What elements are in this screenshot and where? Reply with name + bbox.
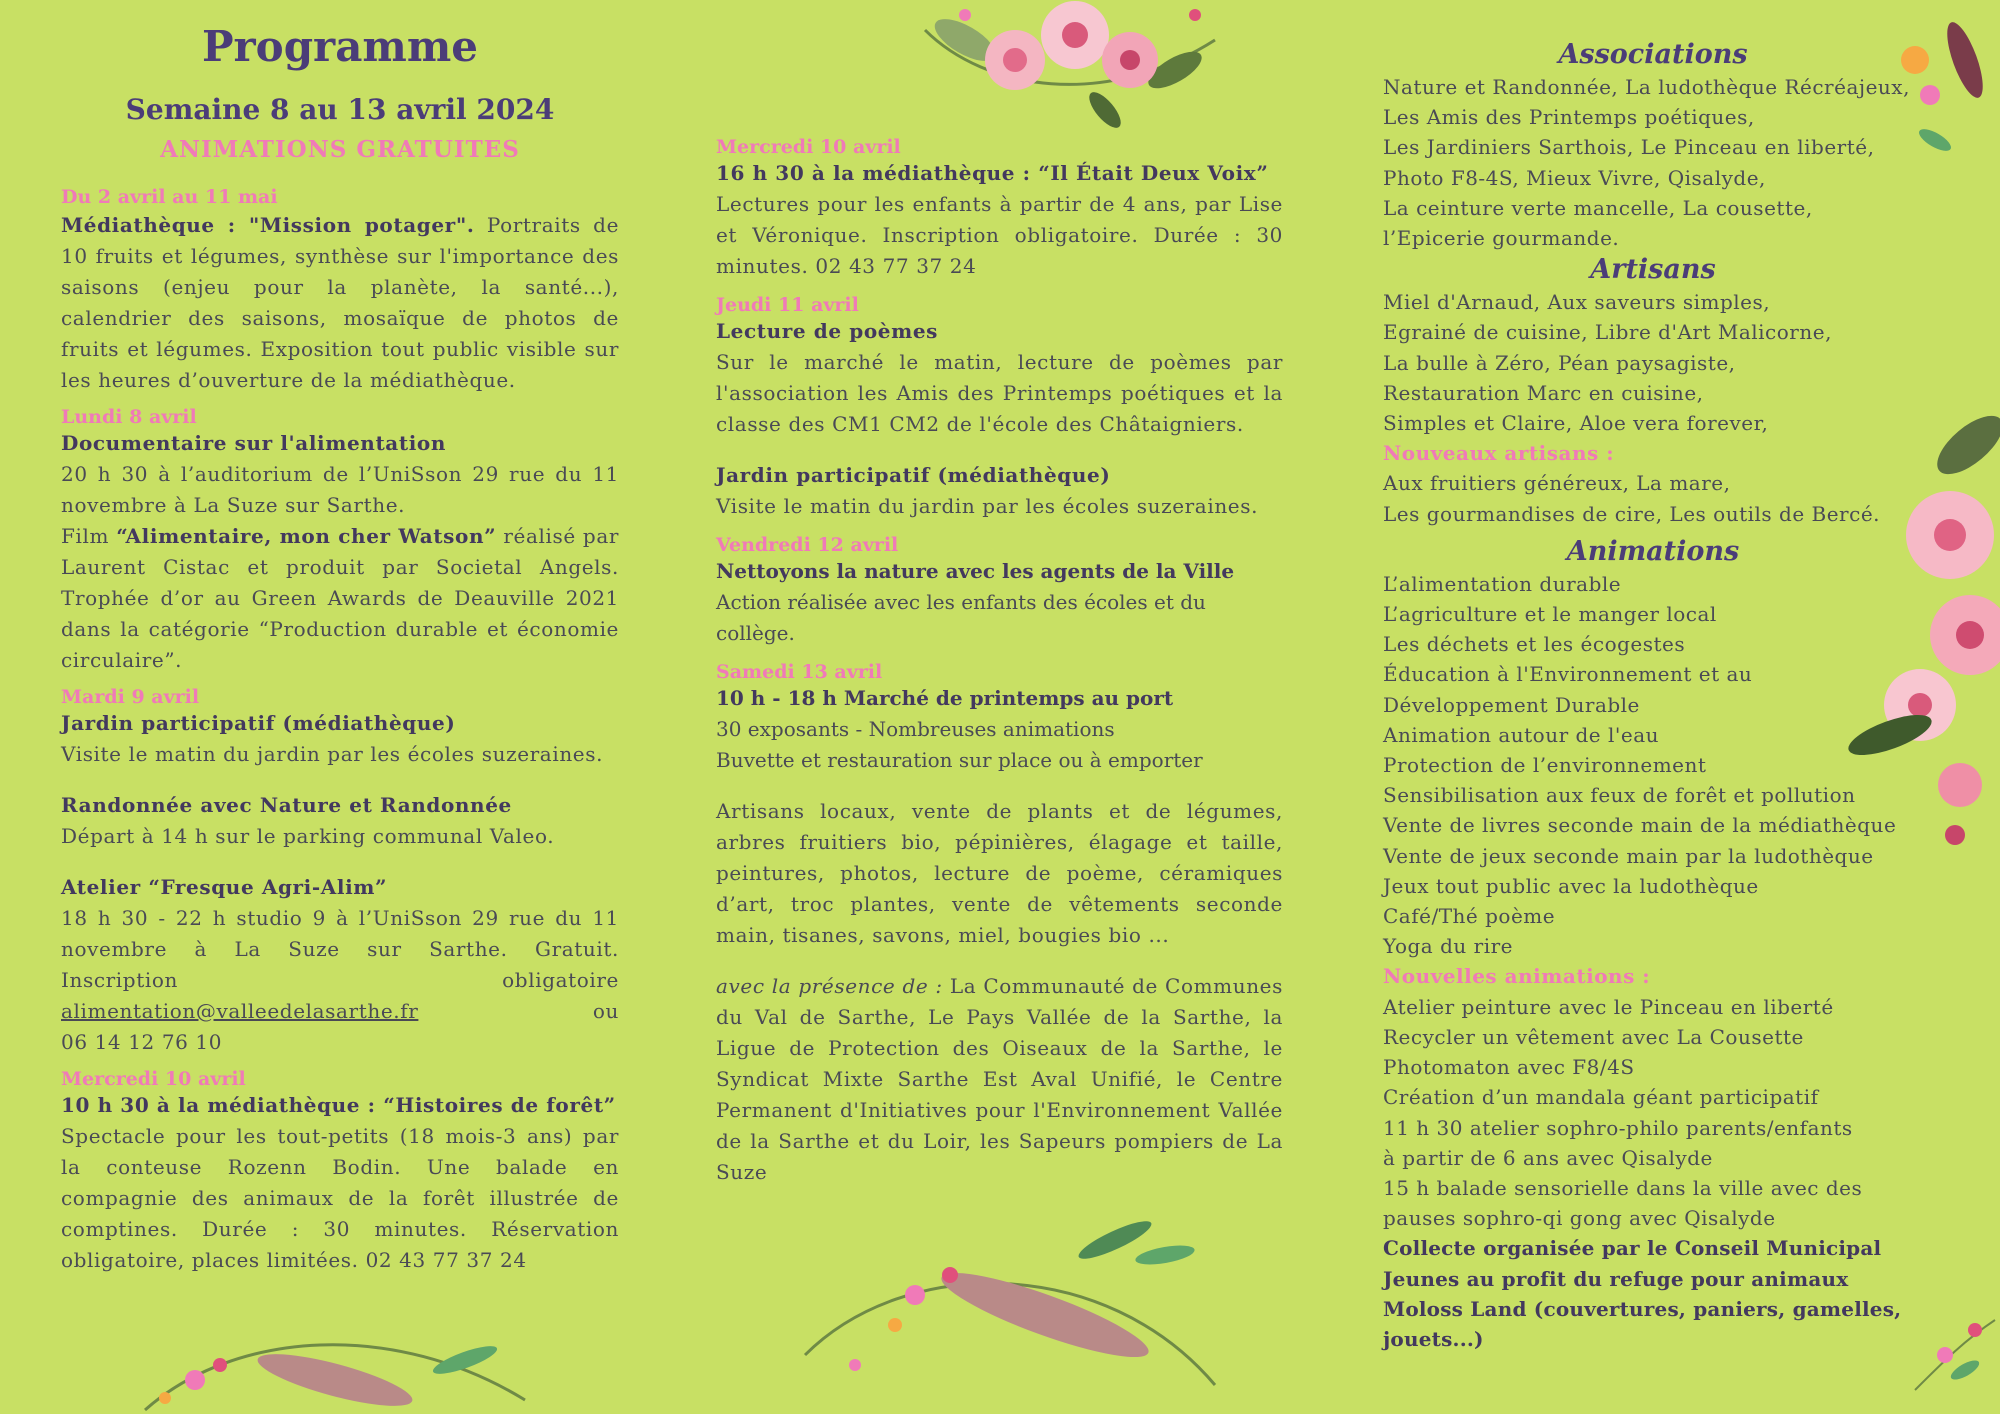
list-item: L’alimentation durable bbox=[1383, 571, 1622, 596]
event-description: Départ à 14 h sur le parking communal Valeo. bbox=[61, 824, 555, 848]
event-date: Jeudi 11 avril bbox=[716, 294, 859, 316]
event-date: Lundi 8 avril bbox=[61, 406, 197, 428]
new-animations-label: Nouvelles animations : bbox=[1383, 964, 1651, 989]
list-item: Sensibilisation aux feux de forêt et pollution bbox=[1383, 783, 1856, 808]
presence-label: avec la présence de : bbox=[716, 974, 943, 998]
event-title: Randonnée avec Nature et Randonnée bbox=[61, 793, 512, 817]
list-item: Vente de jeux seconde main par la ludothèque bbox=[1383, 843, 1874, 868]
animations-list bbox=[1383, 569, 1923, 962]
list-item: Création d’un mandala géant participatif bbox=[1383, 1085, 1819, 1110]
week-subtitle: Semaine 8 au 13 avril 2024 bbox=[125, 93, 555, 126]
list-item: L’agriculture et le manger local bbox=[1383, 602, 1717, 627]
list-item: Recycler un vêtement avec La Cousette bbox=[1383, 1024, 1804, 1049]
event-date: Mardi 9 avril bbox=[61, 686, 200, 708]
event-description: 30 exposants - Nombreuses animations bbox=[716, 717, 1115, 741]
event-date: Vendredi 12 avril bbox=[716, 534, 899, 556]
list-item: jouets...) bbox=[1383, 1326, 1484, 1351]
list-item: à partir de 6 ans avec Qisalyde bbox=[1383, 1145, 1713, 1170]
list-item: Photo F8-4S, Mieux Vivre, Qisalyde, bbox=[1383, 165, 1766, 190]
list-item: l’Epicerie gourmande. bbox=[1383, 226, 1620, 251]
event-title: Médiathèque : "Mission potager". bbox=[61, 213, 475, 237]
list-item: Vente de livres seconde main de la médiathèque bbox=[1383, 813, 1897, 838]
list-item: Les gourmandises de cire, Les outils de Bercé. bbox=[1383, 501, 1881, 526]
flower-wreath-top-center-icon bbox=[905, 0, 1235, 140]
page-title: Programme bbox=[201, 22, 479, 71]
new-animations-list bbox=[1383, 992, 1923, 1234]
event-title: Documentaire sur l'alimentation bbox=[61, 431, 446, 455]
phone-number: 06 14 12 76 10 bbox=[61, 1030, 223, 1054]
list-item: Les Jardiniers Sarthois, Le Pinceau en liberté, bbox=[1383, 135, 1875, 160]
list-item: Jeux tout public avec la ludothèque bbox=[1383, 873, 1759, 898]
list-item: Simples et Claire, Aloe vera forever, bbox=[1383, 411, 1769, 436]
section-heading-associations: Associations bbox=[1558, 39, 1748, 70]
event-title: Lecture de poèmes bbox=[716, 319, 939, 343]
list-item: Les déchets et les écogestes bbox=[1383, 632, 1686, 657]
event-title: 10 h - 18 h Marché de printemps au port bbox=[716, 686, 1174, 710]
film-title: “Alimentaire, mon cher Watson” bbox=[116, 524, 497, 548]
event-description: Visite le matin du jardin par les écoles suzeraines. bbox=[61, 742, 604, 766]
event-date: Du 2 avril au 11 mai bbox=[61, 186, 278, 208]
list-item: Nature et Randonnée, La ludothèque Récréajeux, bbox=[1383, 75, 1910, 99]
event-description: Lectures pour les enfants à partir de 4 ans, par Lise et Véronique. Inscription obligatoire. Durée : 30 minutes. 02 43 77 37 24 bbox=[716, 192, 1283, 278]
event-date: Samedi 13 avril bbox=[716, 661, 883, 683]
event-description: 20 h 30 à l’auditorium de l’UniSson 29 rue du 11 novembre à La Suze sur Sarthe. bbox=[61, 462, 619, 517]
list-item: Yoga du rire bbox=[1383, 934, 1513, 959]
list-item: 11 h 30 atelier sophro-philo parents/enfants bbox=[1383, 1115, 1853, 1140]
list-item: Café/Thé poème bbox=[1383, 904, 1556, 929]
event-title: Jardin participatif (médiathèque) bbox=[716, 463, 1111, 487]
list-item: Restauration Marc en cuisine, bbox=[1383, 380, 1704, 405]
list-item: Moloss Land (couvertures, paniers, gamelles, bbox=[1383, 1296, 1902, 1321]
event-description: Médiathèque : "Mission potager". Portraits de 10 fruits et légumes, synthèse sur l'importance des saisons (enjeu pour la planète, la santé...), calendrier des saisons, mosaïque de photos de fruits et légumes. Exposition tout public visible sur les heures d’ouverture de la médiathèque. bbox=[61, 213, 620, 392]
event-description: 18 h 30 - 22 h studio 9 à l’UniSson 29 rue du 11 novembre à La Suze sur Sarthe. Gratuit. Inscription obligatoire alimentation@valleedelasarthe.fr ou bbox=[61, 906, 619, 1023]
list-item: Miel d'Arnaud, Aux saveurs simples, bbox=[1383, 290, 1771, 315]
list-item: Egrainé de cuisine, Libre d'Art Malicorne, bbox=[1383, 320, 1832, 345]
free-animations-banner: ANIMATIONS GRATUITES bbox=[160, 136, 520, 163]
list-item: Développement Durable bbox=[1383, 692, 1640, 717]
list-item: Aux fruitiers généreux, La mare, bbox=[1383, 471, 1731, 496]
event-title: Nettoyons la nature avec les agents de la Ville bbox=[716, 559, 1235, 583]
email-link[interactable]: alimentation@valleedelasarthe.fr bbox=[61, 999, 419, 1023]
event-description: Spectacle pour les tout-petits (18 mois-3 ans) par la conteuse Rozenn Bodin. Une balade en compagnie des animaux de la forêt illustrée de comptines. Durée : 30 minutes. Réservation obligatoire, places limitées. 02 43 77 37 24 bbox=[61, 1124, 619, 1272]
section-heading-animations: Animations bbox=[1566, 535, 1740, 567]
list-item: La bulle à Zéro, Péan paysagiste, bbox=[1383, 350, 1736, 375]
new-artisans-list bbox=[1383, 468, 1923, 528]
event-title: Atelier “Fresque Agri-Alim” bbox=[61, 875, 388, 899]
list-item: Atelier peinture avec le Pinceau en liberté bbox=[1383, 994, 1834, 1019]
event-date: Mercredi 10 avril bbox=[61, 1068, 246, 1090]
partners-paragraph: avec la présence de : La Communauté de Communes du Val de Sarthe, Le Pays Vallée de la Sarthe, la Ligue de Protection des Oiseaux de la Sarthe, le Syndicat Mixte Sarthe Est Aval Unifié, le Centre Permanent d'Initiatives pour l'Environnement Vallée de la Sarthe et du Loir, les Sapeurs pompiers de La Suze bbox=[716, 974, 1283, 1184]
list-item: Jeunes au profit du refuge pour animaux bbox=[1383, 1266, 1849, 1291]
list-item: La ceinture verte mancelle, La cousette, bbox=[1383, 195, 1813, 220]
associations-list bbox=[1383, 72, 1923, 253]
list-item: Animation autour de l'eau bbox=[1383, 722, 1660, 747]
event-description: Sur le marché le matin, lecture de poèmes par l'association les Amis des Printemps poétiques et la classe des CM1 CM2 de l'école des Châtaigniers. bbox=[716, 350, 1283, 436]
event-description: Film “Alimentaire, mon cher Watson” réalisé par Laurent Cistac et produit par Societal Angels. Trophée d’or au Green Awards de Deauville 2021 dans la catégorie “Production durable et économie circulaire”. bbox=[61, 524, 619, 672]
section-heading-artisans: Artisans bbox=[1590, 254, 1716, 286]
event-date: Mercredi 10 avril bbox=[716, 136, 901, 158]
list-item: Protection de l’environnement bbox=[1383, 753, 1707, 778]
event-title: Jardin participatif (médiathèque) bbox=[61, 711, 456, 735]
flower-wreath-bottom-left-icon bbox=[135, 1310, 535, 1414]
list-item: 15 h balade sensorielle dans la ville avec des bbox=[1383, 1175, 1863, 1200]
market-description: Artisans locaux, vente de plants et de légumes, arbres fruitiers bio, pépinières, élagage et taille, peintures, photos, lecture de poème, céramiques d’art, troc plantes, vente de vêtements seconde main, tisanes, savons, miel, bougies bio ... bbox=[716, 799, 1283, 947]
list-item: pauses sophro-qi gong avec Qisalyde bbox=[1383, 1206, 1776, 1231]
list-item: Collecte organisée par le Conseil Municipal bbox=[1383, 1236, 1882, 1261]
new-artisans-label: Nouveaux artisans : bbox=[1383, 441, 1615, 466]
event-description: Buvette et restauration sur place ou à emporter bbox=[716, 748, 1203, 772]
event-description: Action réalisée avec les enfants des écoles et du collège. bbox=[716, 590, 1206, 645]
list-item: Éducation à l'Environnement et au bbox=[1383, 662, 1753, 687]
list-item: Photomaton avec F8/4S bbox=[1383, 1055, 1635, 1080]
flower-wreath-bottom-center-icon bbox=[785, 1215, 1235, 1414]
event-title: 16 h 30 à la médiathèque : “Il Était Deux Voix” bbox=[716, 161, 1269, 185]
collection-notice bbox=[1383, 1233, 1923, 1354]
event-description: Visite le matin du jardin par les écoles suzeraines. bbox=[716, 494, 1259, 518]
artisans-list bbox=[1383, 287, 1923, 438]
list-item: Les Amis des Printemps poétiques, bbox=[1383, 105, 1755, 130]
event-title: 10 h 30 à la médiathèque : “Histoires de forêt” bbox=[61, 1093, 616, 1117]
